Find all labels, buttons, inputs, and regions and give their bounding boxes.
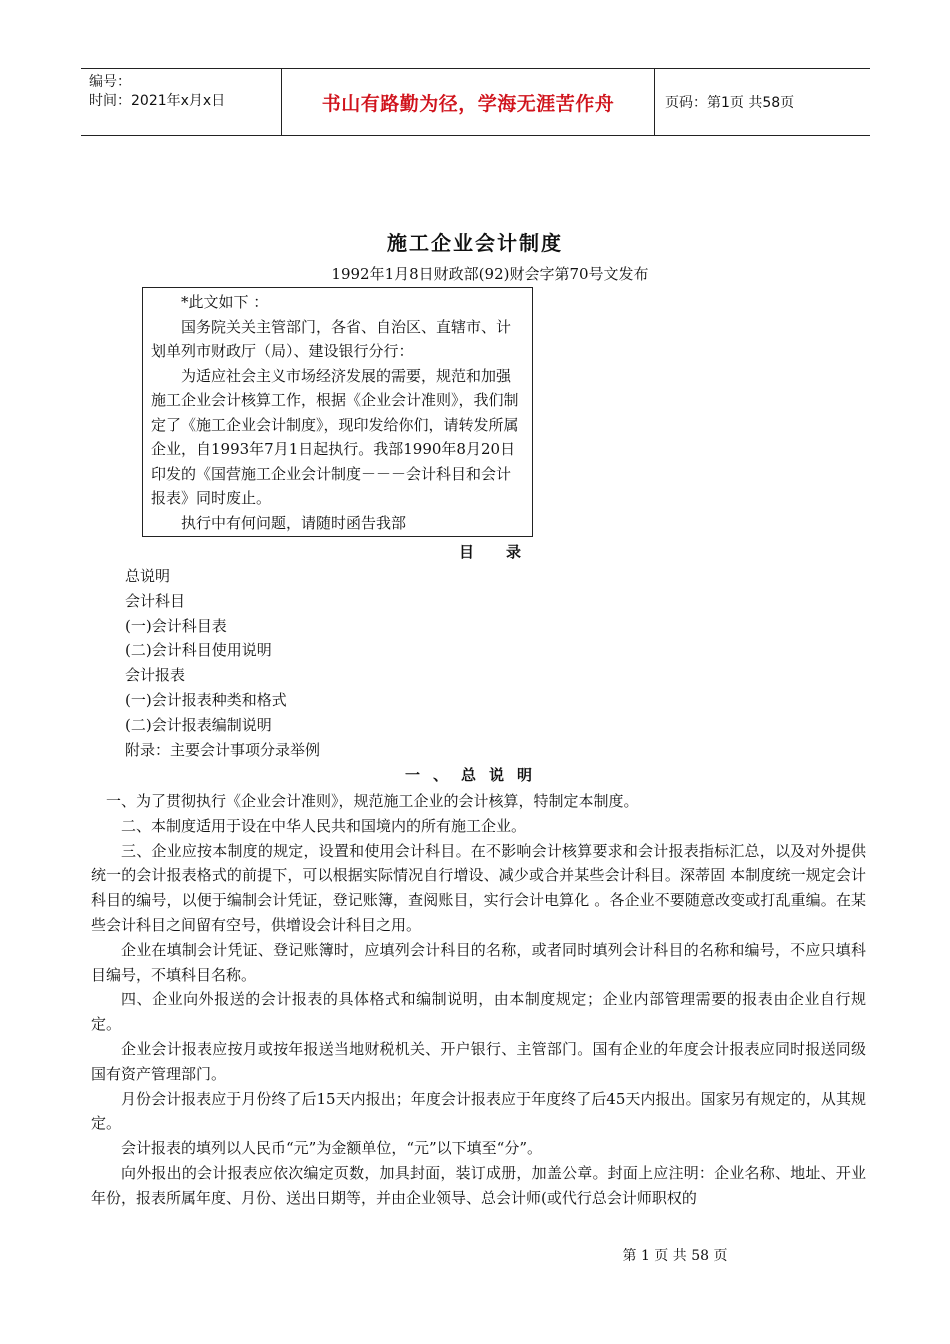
notice-line: 国务院关关主管部门，各省、自治区、直辖市、计划单列市财政厅（局）、建设银行分行： (151, 317, 512, 360)
paragraph: 企业在填制会计凭证、登记账簿时，应填列会计科目的名称，或者同时填列会计科目的名称和编号，不应只填科目编号，不填科目名称。 (91, 940, 866, 984)
date-label: 时间：2021年x月x日 (89, 93, 226, 109)
page-footer: 第 1 页 共 58 页 (622, 1248, 728, 1264)
notice-line: 为适应社会主义市场经济发展的需要，规范和加强施工企业会计核算工作，根据《企业会计准则》，我们制定了《施工企业会计制度》，现印发给你们，请转发所属企业，自1993年7月1日起执行。我部1990年8月20日印发的《国营施工企业会计制度－－－会计科目和会计报表》同时废止。 (151, 366, 519, 507)
header-motto-cell (282, 69, 655, 135)
toc-title: 目录 (459, 543, 554, 561)
notice-line: 执行中有何问题，请随时函告我部 (181, 513, 407, 532)
paragraph: 企业会计报表应按月或按年报送当地财税机关、开户银行、主管部门。国有企业的年度会计报表应同时报送同级国有资产管理部门。 (91, 1039, 866, 1083)
toc-item: 会计科目 (125, 591, 186, 610)
paragraph: 四、企业向外报送的会计报表的具体格式和编制说明，由本制度规定；企业内部管理需要的报表由企业自行规定。 (91, 990, 866, 1034)
section-title: 一、总说明 (405, 766, 546, 784)
paragraph: 月份会计报表应于月份终了后15天内报出；年度会计报表应于年度终了后45天内报出。国家另有规定的，从其规定。 (91, 1089, 866, 1133)
header-motto: 书山有路勤为径，学海无涯苦作舟 (321, 92, 615, 115)
toc-item: 附录：主要会计事项分录举例 (125, 740, 321, 759)
header-meta (81, 69, 282, 135)
section-body (91, 789, 866, 1211)
paragraph: 二、本制度适用于设在中华人民共和国境内的所有施工企业。 (121, 816, 527, 835)
paragraph: 会计报表的填列以人民币“元”为金额单位，“元”以下填至“分”。 (121, 1139, 543, 1158)
notice-line: *此文如下 ： (181, 293, 269, 311)
document-subtitle: 1992年1月8日财政部(92)财会字第70号文发布 (331, 265, 649, 283)
toc-item: (一)会计科目表 (125, 616, 227, 635)
paragraph: 一、为了贯彻执行《企业会计准则》，规范施工企业的会计核算，特制定本制度。 (106, 792, 639, 810)
page-header (81, 68, 870, 136)
table-of-contents (125, 564, 320, 762)
paragraph: 向外报出的会计报表应依次编定页数，加具封面，装订成册，加盖公章。封面上应注明：企业名称、地址、开业年份，报表所属年度、月份、送出日期等，并由企业领导、总会计师(或代行总会计师职权的 (91, 1163, 866, 1207)
paragraph: 三、企业应按本制度的规定，设置和使用会计科目。在不影响会计核算要求和会计报表指标汇总，以及对外提供统一的会计报表格式的前提下，可以根据实际情况自行增设、减少或合并某些会计科目。深蒂固 本制度统一规定会计科目的编号，以便于编制会计凭证，登记账簿，查阅账目，实行会计电算化 。各企业不要随意改变或打乱重编。在某些会计科目之间留有空号，供增设会计科目之用。 (91, 841, 866, 934)
toc-item: 总说明 (125, 567, 171, 585)
document-title: 施工企业会计制度 (387, 231, 563, 255)
toc-item: (一)会计报表种类和格式 (125, 690, 287, 709)
toc-item: (二)会计科目使用说明 (125, 641, 272, 660)
header-page-info: 页码：第1页 共58页 (665, 95, 795, 111)
notice-box (142, 287, 533, 537)
number-label: 编号： (89, 74, 131, 90)
toc-item: 会计报表 (125, 666, 186, 685)
toc-item: (二)会计报表编制说明 (125, 715, 272, 734)
